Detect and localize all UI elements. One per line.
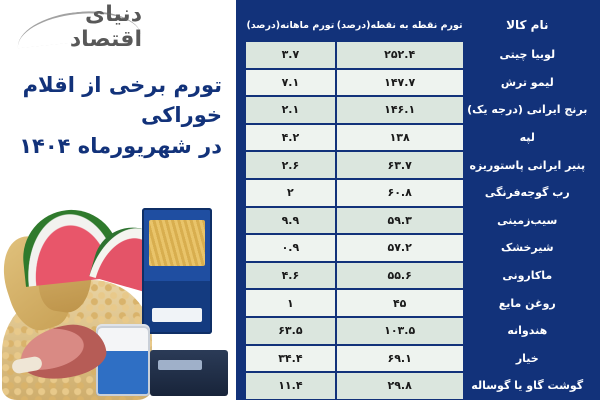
cell-monthly: ۲.۱ bbox=[246, 97, 335, 123]
table-row bbox=[246, 235, 590, 261]
cell-monthly: ۳۴.۴ bbox=[246, 346, 335, 372]
column-header-monthly: تورم ماهانه(درصد) bbox=[246, 10, 335, 40]
publisher-name: دنیای اقتصاد bbox=[69, 2, 142, 52]
table-row bbox=[246, 263, 590, 289]
cell-point-to-point: ۱۳۸ bbox=[337, 125, 463, 151]
cell-point-to-point: ۶۰.۸ bbox=[337, 180, 463, 206]
title-line-2: در شهریورماه ۱۴۰۴ bbox=[19, 133, 222, 158]
cell-monthly: ۲.۶ bbox=[246, 152, 335, 178]
table-row bbox=[246, 152, 590, 178]
table-row bbox=[246, 290, 590, 316]
cell-item-name: خیار bbox=[465, 346, 590, 372]
cell-item-name: لیمو ترش bbox=[465, 70, 590, 96]
cell-item-name: لپه bbox=[465, 125, 590, 151]
publisher-logo bbox=[14, 2, 142, 52]
cell-point-to-point: ۶۳.۷ bbox=[337, 152, 463, 178]
cell-monthly: ۲ bbox=[246, 180, 335, 206]
table-body bbox=[246, 42, 590, 399]
cell-monthly: ۹.۹ bbox=[246, 208, 335, 234]
cell-item-name: رب گوجه‌فرنگی bbox=[465, 180, 590, 206]
cell-monthly: ۷.۱ bbox=[246, 70, 335, 96]
cell-point-to-point: ۴۵ bbox=[337, 290, 463, 316]
cell-point-to-point: ۵۵.۶ bbox=[337, 263, 463, 289]
cell-point-to-point: ۱۴۷.۷ bbox=[337, 70, 463, 96]
cell-monthly: ۳.۷ bbox=[246, 42, 335, 68]
cell-point-to-point: ۵۹.۳ bbox=[337, 208, 463, 234]
cell-point-to-point: ۵۷.۲ bbox=[337, 235, 463, 261]
table-row bbox=[246, 346, 590, 372]
cell-item-name: گوشت گاو یا گوساله bbox=[465, 373, 590, 399]
cell-item-name: ماکارونی bbox=[465, 263, 590, 289]
table-row bbox=[246, 208, 590, 234]
column-header-item: نام کالا bbox=[465, 10, 590, 40]
cell-monthly: ۱ bbox=[246, 290, 335, 316]
cell-point-to-point: ۱۴۶.۱ bbox=[337, 97, 463, 123]
inflation-table bbox=[244, 8, 592, 400]
data-table-panel bbox=[236, 0, 600, 400]
left-panel bbox=[0, 0, 236, 400]
table-row bbox=[246, 97, 590, 123]
cell-item-name: سیب‌زمینی bbox=[465, 208, 590, 234]
cell-item-name: روغن مایع bbox=[465, 290, 590, 316]
table-row bbox=[246, 70, 590, 96]
page-title bbox=[12, 70, 222, 161]
cell-monthly: ۱۱.۴ bbox=[246, 373, 335, 399]
cell-item-name: شیرخشک bbox=[465, 235, 590, 261]
cell-point-to-point: ۱۰۳.۵ bbox=[337, 318, 463, 344]
cell-item-name: لوبیا چیتی bbox=[465, 42, 590, 68]
cell-monthly: ۶۳.۵ bbox=[246, 318, 335, 344]
table-header-row bbox=[246, 10, 590, 40]
dark-package-image bbox=[150, 350, 228, 396]
cell-point-to-point: ۲۵۲.۴ bbox=[337, 42, 463, 68]
cell-point-to-point: ۶۹.۱ bbox=[337, 346, 463, 372]
column-header-point-to-point: تورم نقطه به نقطه(درصد) bbox=[337, 10, 463, 40]
table-row bbox=[246, 180, 590, 206]
food-photo-collage bbox=[0, 170, 236, 400]
cell-item-name: برنج ایرانی (درجه یک) bbox=[465, 97, 590, 123]
cell-monthly: ۴.۲ bbox=[246, 125, 335, 151]
table-row bbox=[246, 125, 590, 151]
title-line-1: تورم برخی از اقلام خوراکی bbox=[22, 73, 222, 128]
table-row bbox=[246, 318, 590, 344]
milk-powder-can-image bbox=[96, 326, 150, 396]
table-row bbox=[246, 42, 590, 68]
table-row bbox=[246, 373, 590, 399]
pasta-box-image bbox=[142, 208, 212, 334]
cell-item-name: هندوانه bbox=[465, 318, 590, 344]
cell-monthly: ۴.۶ bbox=[246, 263, 335, 289]
cell-item-name: پنیر ایرانی پاستوریزه bbox=[465, 152, 590, 178]
cell-point-to-point: ۲۹.۸ bbox=[337, 373, 463, 399]
cell-monthly: ۰.۹ bbox=[246, 235, 335, 261]
